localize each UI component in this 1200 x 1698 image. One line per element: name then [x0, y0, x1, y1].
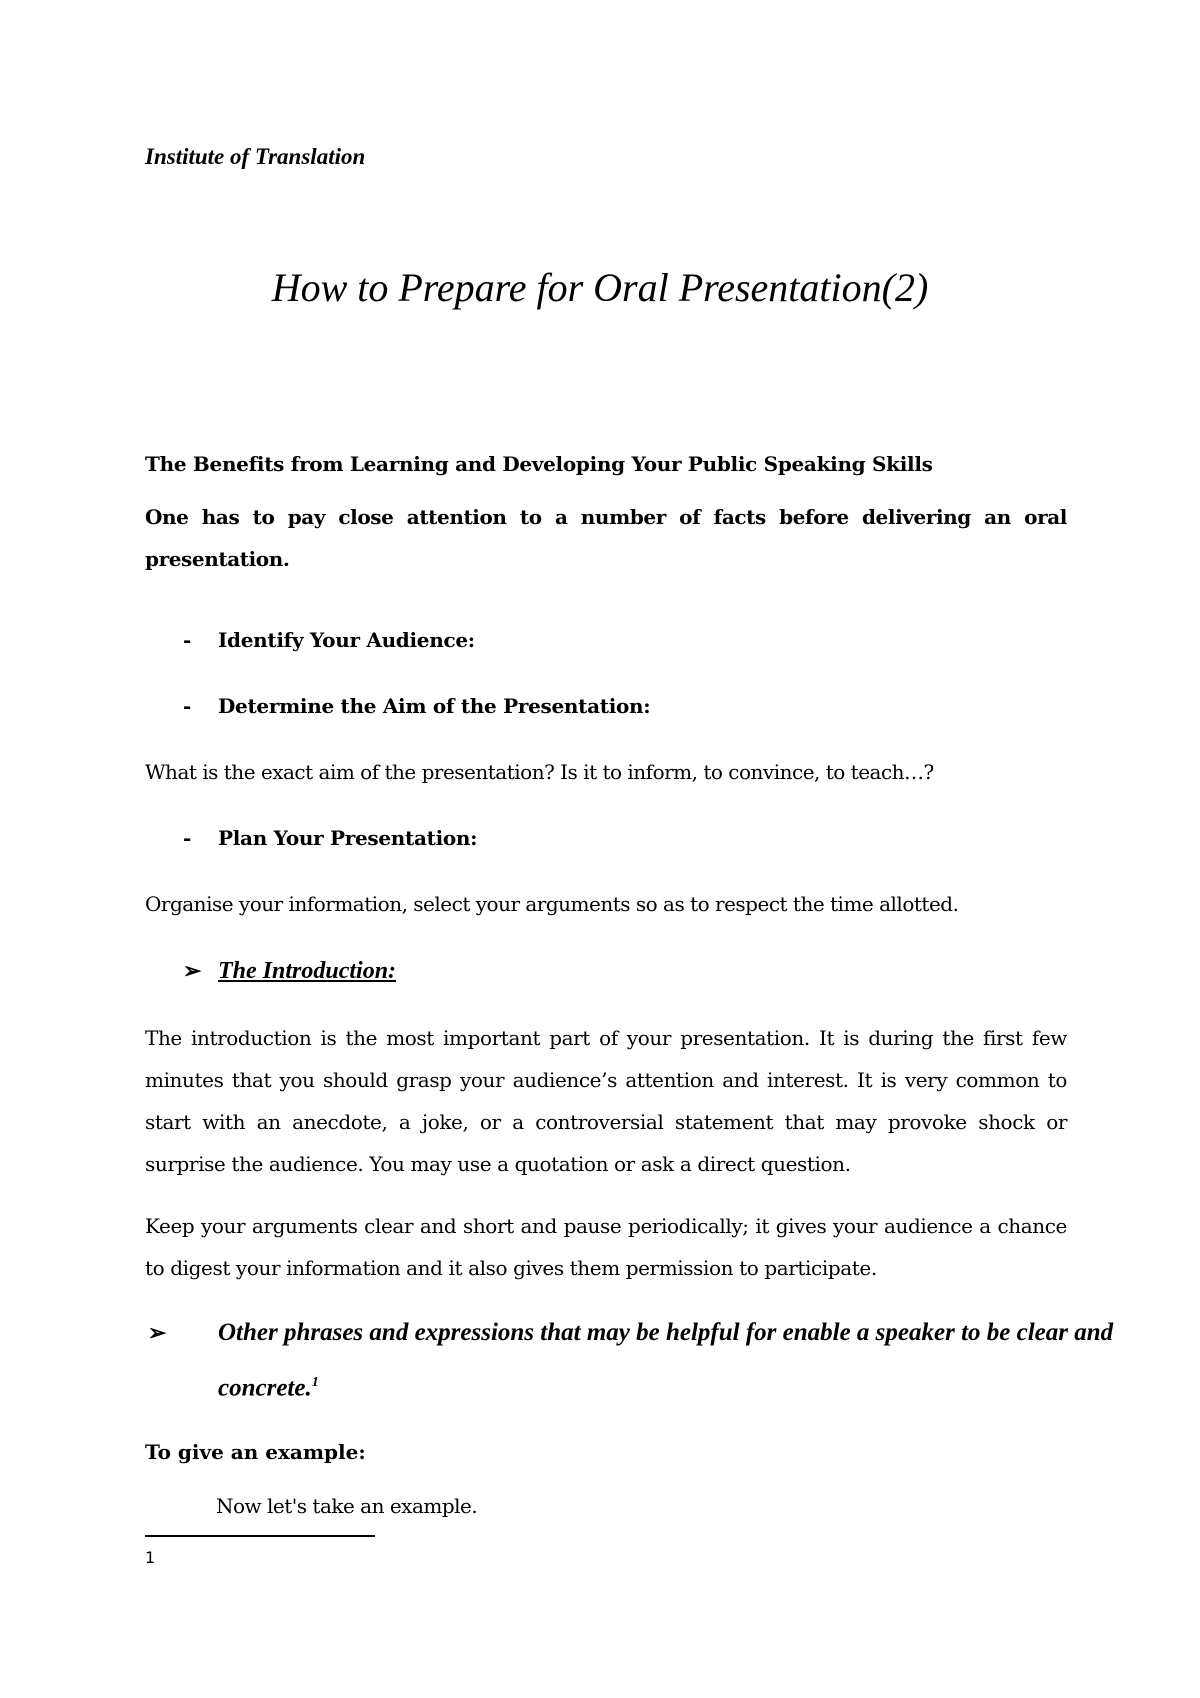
- benefits-heading: The Benefits from Learning and Developing Your Public Speaking Skills: [145, 452, 933, 476]
- introduction-heading-text: The Introduction:: [218, 958, 397, 984]
- bullet-identify-audience: [183, 628, 475, 652]
- bullet-label: Plan Your Presentation:: [218, 826, 478, 850]
- introduction-paragraph-2: Keep your arguments clear and short and pause periodically; it gives your audience a chance to digest your information and it also gives them permission to participate.: [145, 1214, 1067, 1280]
- dash-marker: -: [183, 628, 192, 652]
- bullet-determine-aim: [183, 694, 650, 718]
- phrases-heading: [148, 1308, 1118, 1413]
- example-text: Now let's take an example.: [216, 1494, 478, 1518]
- dash-marker: -: [183, 694, 192, 718]
- footnote-divider: [145, 1535, 375, 1537]
- bullet-plan-presentation: [183, 826, 477, 850]
- plan-text: Organise your information, select your arguments so as to respect the time allotted.: [145, 892, 959, 916]
- dash-marker: -: [183, 826, 192, 850]
- intro-statement: One has to pay close attention to a number of facts before delivering an oral presentation.: [145, 505, 1067, 571]
- footnote-reference: 1: [311, 1375, 319, 1390]
- page-title: How to Prepare for Oral Presentation(2): [271, 265, 929, 310]
- example-label: To give an example:: [145, 1440, 366, 1464]
- institute-header: Institute of Translation: [145, 144, 366, 169]
- introduction-heading: [183, 956, 396, 985]
- phrases-heading-text: Other phrases and expressions that may be helpful for enable a speaker to be clear and concrete.: [218, 1319, 1114, 1402]
- introduction-paragraph-1: The introduction is the most important part of your presentation. It is during the first few minutes that you should grasp your audience’s attention and interest. It is very common to start with an anecdote, a joke, or a controversial statement that may provoke shock or surprise the audience. You may use a quotation or ask a direct question.: [145, 1026, 1067, 1176]
- bullet-label: Determine the Aim of the Presentation:: [218, 694, 651, 718]
- footnote-number: 1: [145, 1548, 156, 1567]
- bullet-label: Identify Your Audience:: [218, 628, 475, 652]
- arrow-bullet-icon: ➢: [183, 958, 202, 984]
- aim-text: What is the exact aim of the presentation? Is it to inform, to convince, to teach…?: [145, 760, 934, 784]
- arrow-bullet-icon: ➢: [148, 1320, 167, 1345]
